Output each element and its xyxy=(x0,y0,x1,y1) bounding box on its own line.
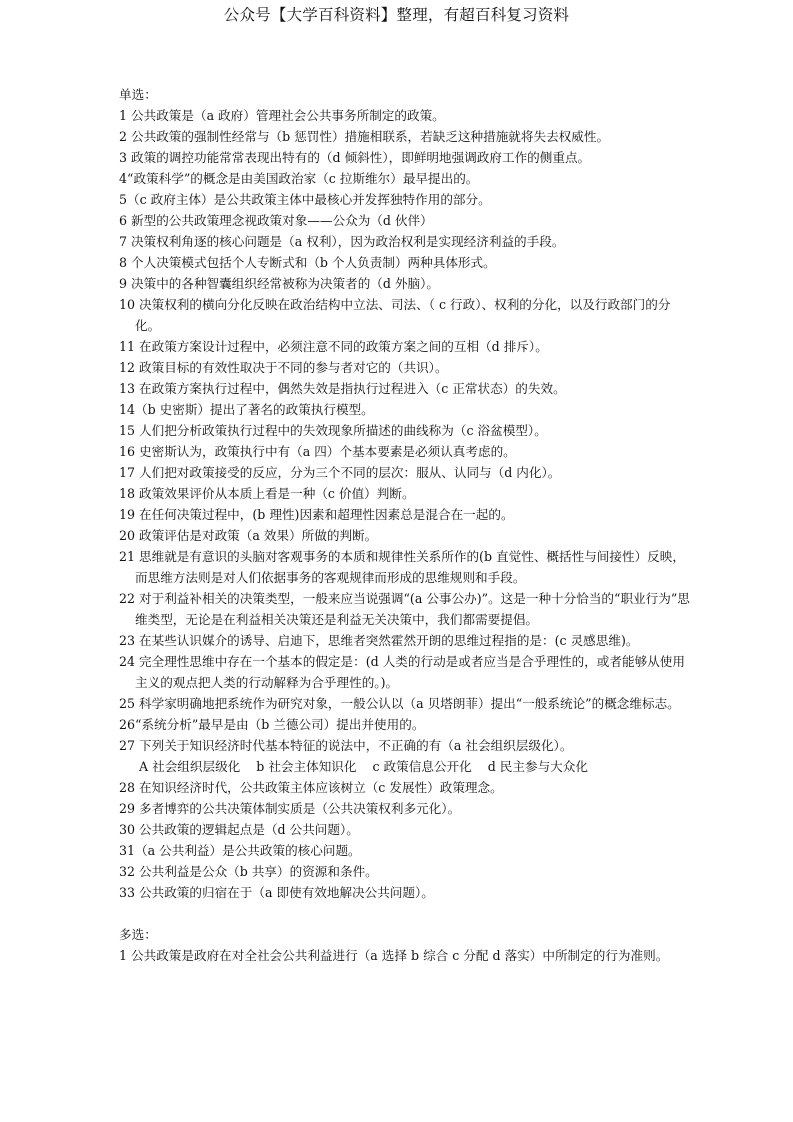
question-27-options: A 社会组织层级化 b 社会主体知识化 c 政策信息公开化 d 民主参与大众化 xyxy=(139,759,588,774)
question-13: 13 在政策方案执行过程中，偶然失效是指执行过程进入（c 正常状态）的失效。 xyxy=(119,381,566,396)
question-22: 22 对于利益补相关的决策类型，一般来应当说强调“(a 公事公办)”。这是一种十分恰当的“职业行为”思维类型，无论是在利益相关决策还是利益无关决策中，我们都需要提倡。 xyxy=(119,591,690,627)
question-14: 14（b 史密斯）提出了著名的政策执行模型。 xyxy=(119,402,374,417)
question-21: 21 思维就是有意识的头脑对客观事务的本质和规律性关系所作的(b 直觉性、概括性与间接性）反映，而思维方法则是对人们依据事务的客观规律而形成的思维规则和手段。 xyxy=(119,549,685,585)
question-31: 31（a 公共利益）是公共政策的核心问题。 xyxy=(119,843,361,858)
question-17: 17 人们把对政策接受的反应，分为三个不同的层次：服从、认同与（d 内化）。 xyxy=(119,465,561,480)
question-11: 11 在政策方案设计过程中，必须注意不同的政策方案之间的互相（d 排斥）。 xyxy=(119,339,548,354)
question-16: 16 史密斯认为，政策执行中有（a 四）个基本要素是必须认真考虑的。 xyxy=(119,444,516,459)
multi-question-1: 1 公共政策是政府在对全社会公共利益进行（a 选择 b 综合 c 分配 d 落实）中所制定的行为准则。 xyxy=(119,948,669,963)
single-choice-title: 单选： xyxy=(119,87,157,102)
question-32: 32 公共利益是公众（b 共享）的资源和条件。 xyxy=(119,864,378,879)
question-12: 12 政策目标的有效性取决于不同的参与者对它的（共识）。 xyxy=(119,360,448,375)
question-25: 25 科学家明确地把系统作为研究对象，一般公认以（a 贝塔朗菲）提出“一般系统论”的概念维标志。 xyxy=(119,696,680,711)
question-23: 23 在某些认识媒介的诱导、启迪下，思维者突然霍然开朗的思维过程指的是：(c 灵感思维)。 xyxy=(119,633,639,648)
question-29: 29 多者博弈的公共决策体制实质是（公共决策权利多元化）。 xyxy=(119,801,461,816)
question-4: 4“政策科学”的概念是由美国政治家（c 拉斯维尔）最早提出的。 xyxy=(119,171,479,186)
question-6: 6 新型的公共政策理念视政策对象——公众为（d 伙伴） xyxy=(119,213,433,228)
document-body xyxy=(119,84,691,966)
question-26: 26“系统分析”最早是由（b 兰德公司）提出并使用的。 xyxy=(119,717,425,732)
question-24: 24 完全理性思维中存在一个基本的假定是：(d 人类的行动是或者应当是合乎理性的，或者能够从使用主义的观点把人类的行动解释为合乎理性的。)。 xyxy=(119,654,685,690)
multi-choice-title: 多选： xyxy=(119,927,157,942)
question-2: 2 公共政策的强制性经常与（b 惩罚性）措施相联系，若缺乏这种措施就将失去权威性。 xyxy=(119,129,610,144)
question-9: 9 决策中的各种智囊组织经常被称为决策者的（d 外脑）。 xyxy=(119,276,440,291)
question-8: 8 个人决策模式包括个人专断式和（b 个人负责制）两种具体形式。 xyxy=(119,255,496,270)
question-20: 20 政策评估是对政策（a 效果）所做的判断。 xyxy=(119,528,378,543)
question-30: 30 公共政策的逻辑起点是（d 公共问题）。 xyxy=(119,822,359,837)
question-27: 27 下列关于知识经济时代基本特征的说法中，不正确的有（a 社会组织层级化）。 xyxy=(119,738,573,753)
question-28: 28 在知识经济时代，公共政策主体应该树立（c 发展性）政策理念。 xyxy=(119,780,503,795)
question-15: 15 人们把分析政策执行过程中的失效现象所描述的曲线称为（c 浴盆模型）。 xyxy=(119,423,547,438)
section-gap xyxy=(119,903,691,924)
question-18: 18 政策效果评价从本质上看是一种（c 价值）判断。 xyxy=(119,486,415,501)
page-header: 公众号【大学百科资料】整理，有超百科复习资料 xyxy=(223,6,570,24)
question-19: 19 在任何决策过程中，(b 理性)因素和超理性因素总是混合在一起的。 xyxy=(119,507,514,522)
question-7: 7 决策权利角逐的核心问题是（a 权利），因为政治权利是实现经济利益的手段。 xyxy=(119,234,565,249)
question-1: 1 公共政策是（a 政府）管理社会公共事务所制定的政策。 xyxy=(119,108,445,123)
question-33: 33 公共政策的归宿在于（a 即使有效地解决公共问题）。 xyxy=(119,885,434,900)
question-5: 5（c 政府主体）是公共政策主体中最核心并发挥独特作用的部分。 xyxy=(119,192,491,207)
question-3: 3 政策的调控功能常常表现出特有的（d 倾斜性），即鲜明地强调政府工作的侧重点。 xyxy=(119,150,591,165)
question-10: 10 决策权利的横向分化反映在政治结构中立法、司法、（ c 行政）、权利的分化，以及行政部门的分化。 xyxy=(119,297,671,333)
